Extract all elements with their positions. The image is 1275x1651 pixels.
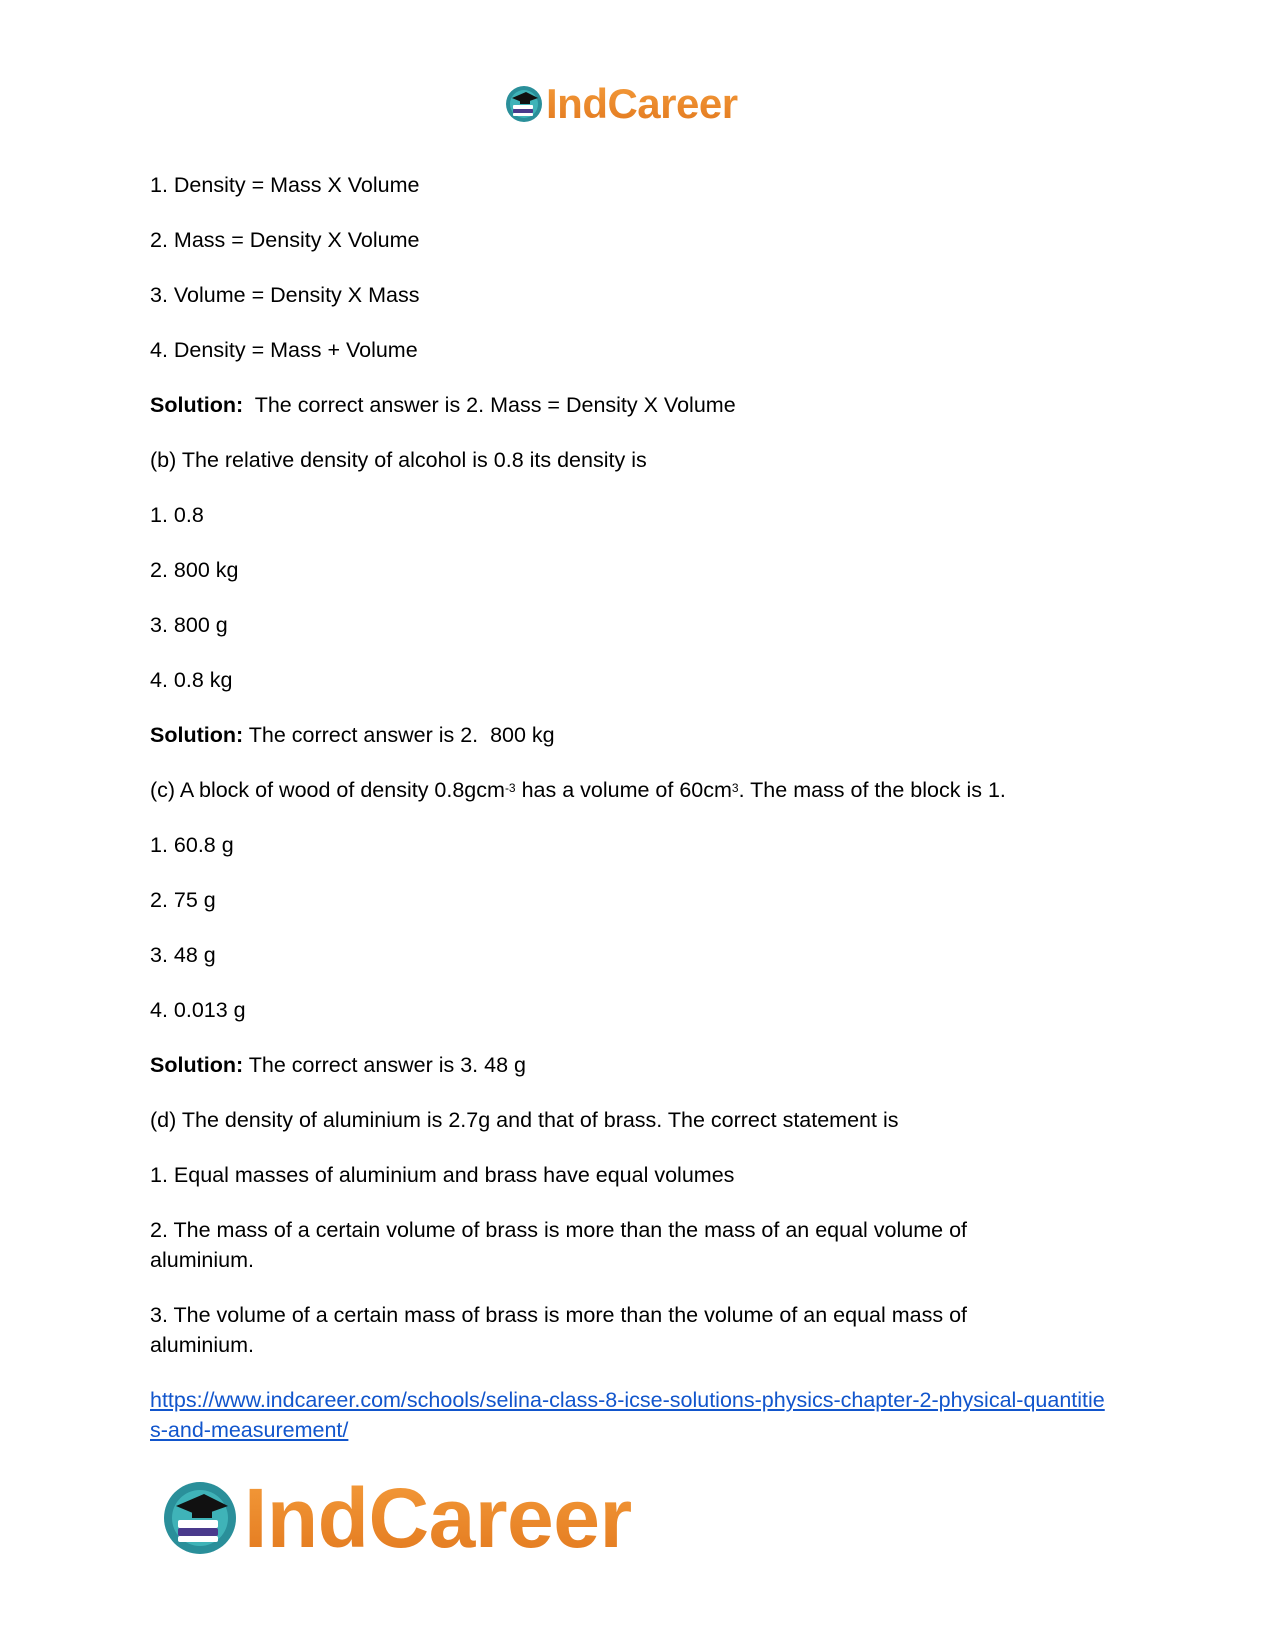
solution-text: The correct answer is 2. Mass = Density X Volume [243,393,736,417]
source-link[interactable]: https://www.indcareer.com/schools/selina-class-8-icse-solutions-physics-chapter-2-physical-quantities-and-measurement/ [150,1388,1105,1442]
option-a-4: 4. Density = Mass + Volume [150,338,418,362]
solution-label: Solution: [150,393,244,417]
question-c [150,775,1135,805]
footer-logo [160,1472,632,1564]
logo-text: IndCareer [244,1471,632,1565]
solution-c [150,1050,1135,1080]
solution-b [150,720,1135,750]
option-a-1: 1. Density = Mass X Volume [150,173,420,197]
solution-label: Solution: [150,1053,244,1077]
question-c-part3: . The mass of the block is 1. [738,778,1006,802]
option-b-4: 4. 0.8 kg [150,668,233,692]
solution-text: The correct answer is 3. 48 g [243,1053,526,1077]
solution-a [150,390,1135,420]
option-b-1: 1. 0.8 [150,503,204,527]
option-b-2: 2. 800 kg [150,558,239,582]
question-c-sup2: 3 [731,781,739,795]
option-b-3: 3. 800 g [150,613,228,637]
option-c-1: 1. 60.8 g [150,833,234,857]
document-body [150,170,1135,1445]
option-d-2: 2. The mass of a certain volume of brass is more than the mass of an equal volume of aluminium. [150,1218,968,1272]
solution-text: The correct answer is 2. 800 kg [243,723,555,747]
option-a-2: 2. Mass = Density X Volume [150,228,420,252]
question-d: (d) The density of aluminium is 2.7g and that of brass. The correct statement is [150,1108,899,1132]
question-c-part2: has a volume of 60cm [515,778,732,802]
option-c-3: 3. 48 g [150,943,216,967]
question-c-sup1: -3 [504,781,516,795]
graduation-cap-book-icon [160,1478,240,1558]
option-c-4: 4. 0.013 g [150,998,246,1022]
question-b: (b) The relative density of alcohol is 0.8 its density is [150,448,647,472]
option-a-3: 3. Volume = Density X Mass [150,283,420,307]
logo-text: IndCareer [546,80,738,127]
question-c-part1: (c) A block of wood of density 0.8gcm [150,778,505,802]
option-d-3: 3. The volume of a certain mass of brass is more than the volume of an equal mass of aluminium. [150,1303,968,1357]
solution-label: Solution: [150,723,244,747]
graduation-cap-book-icon [504,84,544,124]
header-logo [504,78,738,130]
option-c-2: 2. 75 g [150,888,216,912]
option-d-1: 1. Equal masses of aluminium and brass have equal volumes [150,1163,735,1187]
